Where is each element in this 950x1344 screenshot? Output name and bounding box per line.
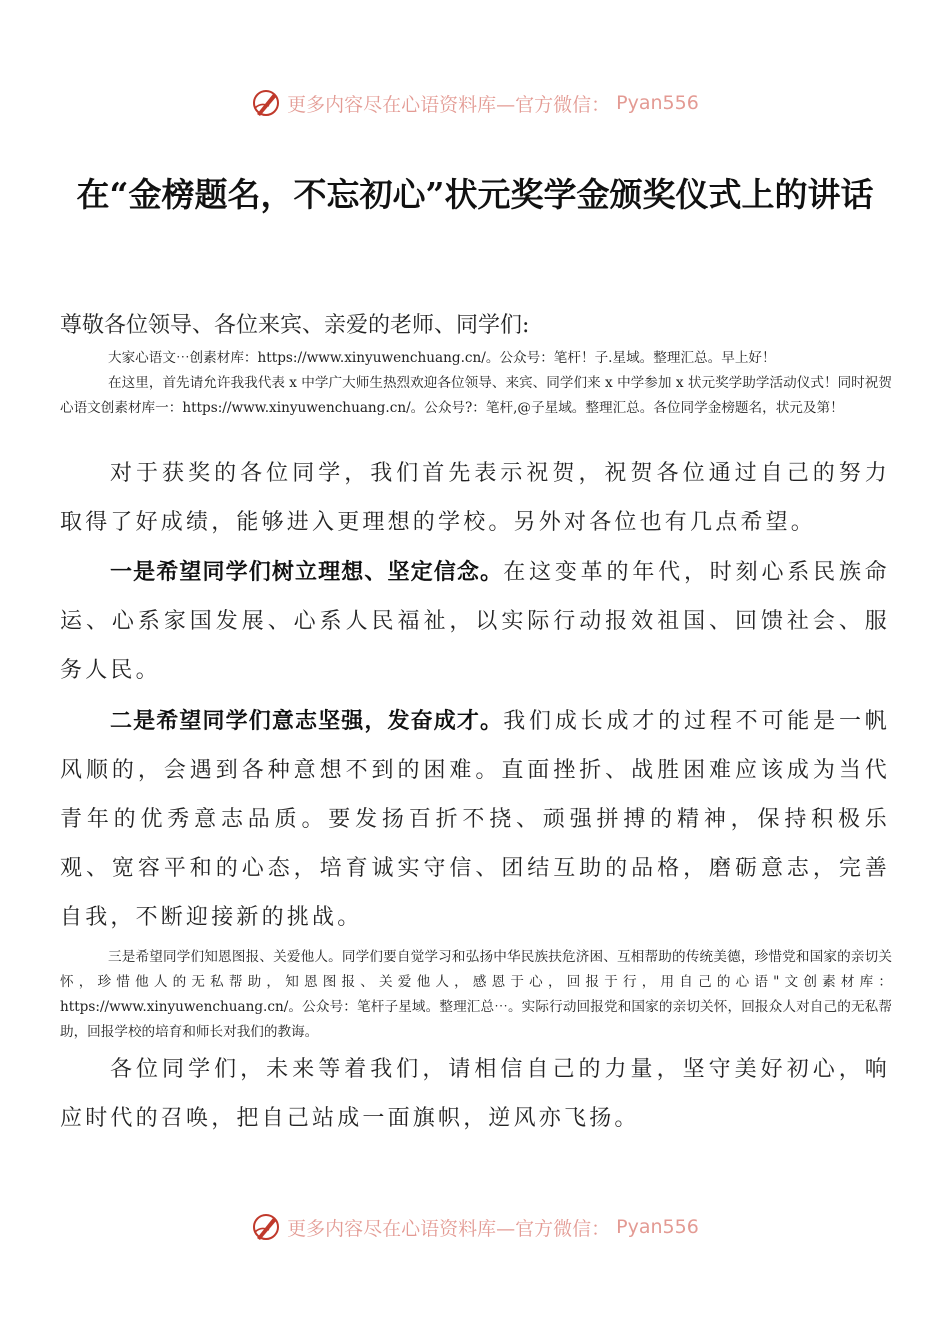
small-text-block-1: [60, 346, 892, 421]
paragraph-hope-1-lead: 一是希望同学们树立理想、坚定信念。: [110, 560, 504, 585]
header-watermark: [0, 88, 950, 118]
watermark-wechat-id: Pyan556: [616, 92, 699, 114]
watermark-text: 更多内容尽在心语资料库—官方微信：: [287, 93, 611, 116]
watermark-text: 更多内容尽在心语资料库—官方微信：: [287, 1217, 611, 1240]
paragraph-hope-2-body: 我们成长成才的过程不可能是一帆风顺的，会遇到各种意想不到的困难。直面挫折、战胜困难应该成为当代青年的优秀意志品质。要发扬百折不挠、顽强拼搏的精神，保持积极乐观、宽容平和的心态，培育诚实守信、团结互助的品格，磨砺意志，完善自我，不断迎接新的挑战。: [60, 709, 890, 930]
paragraph-hope-1-body: 在这变革的年代，时刻心系民族命运、心系家国发展、心系人民福祉，以实际行动报效祖国、回馈社会、服务人民。: [60, 560, 890, 683]
paragraph-closing: 各位同学们，未来等着我们，请相信自己的力量，坚守美好初心，响应时代的召唤，把自己站成一面旗帜，逆风亦飞扬。: [60, 1057, 890, 1131]
pen-logo-icon: [251, 1212, 281, 1242]
small-line-1: 大家心语文⋯创素材库：https://www.xinyuwenchuang.cn/。公众号：笔杆！子.星域。整理汇总。早上好！: [108, 350, 776, 366]
paragraph-hope-2: [60, 697, 890, 942]
watermark-wechat-id: Pyan556: [616, 1216, 699, 1238]
paragraph-hope-1: [60, 548, 890, 695]
small-line-2: 在这里，首先请允许我我代表 x 中学广大师生热烈欢迎各位领导、来宾、同学们来 x 中学参加 x 状元奖学助学活动仪式！同时祝贺心语文创素材库一：https://www.xinyuwenchuang.cn/。公众号?：笔杆,@子星域。整理汇总。各位同学金榜题名，状元及第！: [60, 375, 892, 416]
document-title: 在“金榜题名，不忘初心”状元奖学金颁奖仪式上的讲话: [76, 175, 874, 214]
salutation: 尊敬各位领导、各位来宾、亲爱的老师、同学们:: [60, 313, 530, 338]
paragraph-congratulations: 对于获奖的各位同学，我们首先表示祝贺，祝贺各位通过自己的努力取得了好成绩，能够进入更理想的学校。另外对各位也有几点希望。: [60, 461, 890, 535]
footer-watermark: [0, 1212, 950, 1242]
paragraph-hope-2-lead: 二是希望同学们意志坚强，发奋成才。: [110, 709, 504, 734]
small-text-block-2: 三是希望同学们知恩图报、关爱他人。同学们要自觉学习和弘扬中华民族扶危济困、互相帮助的传统美德，珍惜党和国家的亲切关怀，珍惜他人的无私帮助，知恩图报、关爱他人，感恩于心，回报于行，用自己的心语"文创素材库：https://www.xinyuwenchuang.cn/。公众号：笔杆子星域。整理汇总⋯。实际行动回报党和国家的亲切关怀，回报众人对自己的无私帮助，回报学校的培育和师长对我们的教诲。: [60, 949, 892, 1040]
pen-logo-icon: [251, 88, 281, 118]
